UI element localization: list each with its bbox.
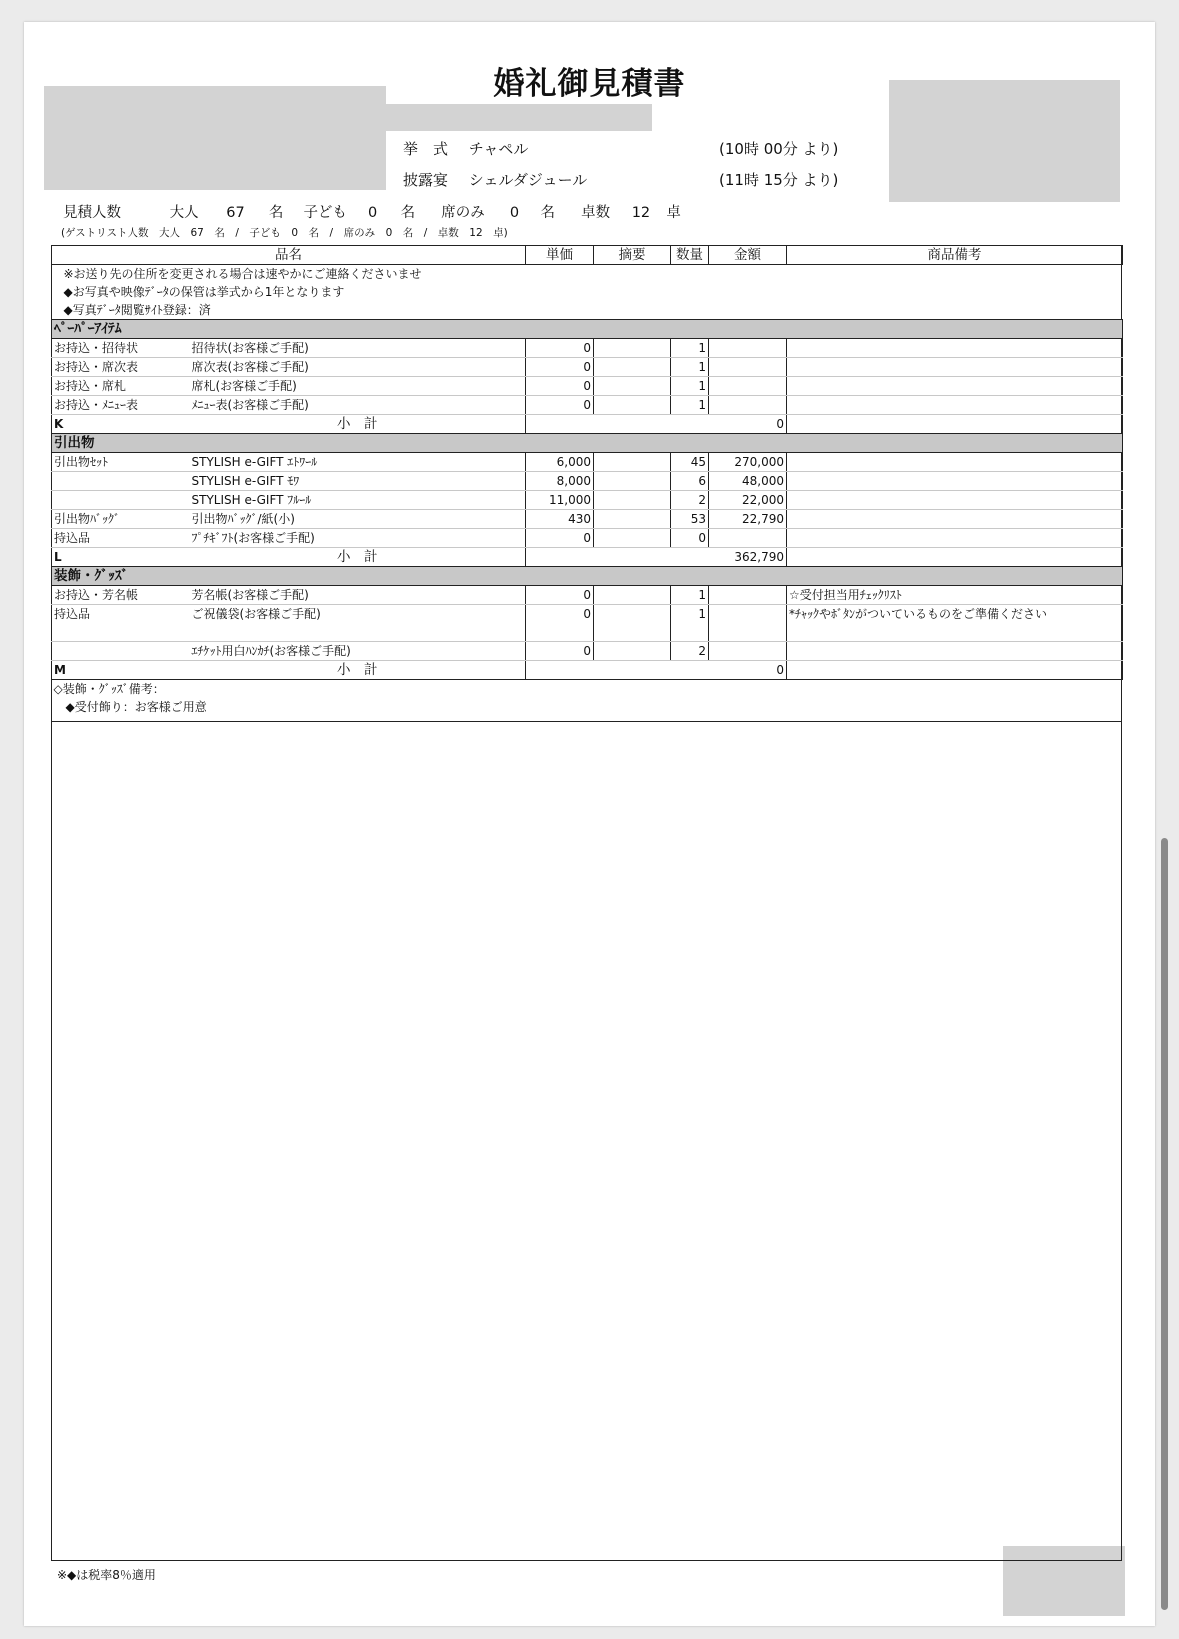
row-remark bbox=[787, 453, 1123, 472]
deco-remarks-title: ◇装飾・ｸﾞｯｽﾞ備考： bbox=[53, 682, 165, 696]
row-summary bbox=[594, 453, 671, 472]
row-name: ｴﾁｹｯﾄ用白ﾊﾝｶﾁ(お客様ご手配) bbox=[190, 642, 526, 661]
col-unit-price: 単価 bbox=[526, 246, 594, 265]
row-qty: 45 bbox=[671, 453, 709, 472]
subtotal-amount: 362,790 bbox=[526, 548, 787, 567]
row-remark bbox=[787, 642, 1123, 661]
row-price: 0 bbox=[526, 642, 594, 661]
table-row bbox=[52, 358, 1123, 377]
row-price: 430 bbox=[526, 510, 594, 529]
seat-count: 0 bbox=[509, 205, 520, 221]
row-qty: 1 bbox=[671, 358, 709, 377]
remarks-divider bbox=[51, 721, 1122, 722]
row-qty: 1 bbox=[671, 396, 709, 415]
subtotal-row bbox=[52, 415, 1123, 434]
row-amount bbox=[709, 642, 787, 661]
seat-label: 席のみ bbox=[441, 205, 485, 221]
row-price: 0 bbox=[526, 377, 594, 396]
row-price: 0 bbox=[526, 396, 594, 415]
row-amount bbox=[709, 529, 787, 548]
row-qty: 6 bbox=[671, 472, 709, 491]
section-header bbox=[52, 320, 1123, 339]
row-summary bbox=[594, 642, 671, 661]
row-name: 引出物ﾊﾞｯｸﾞ/紙(小) bbox=[190, 510, 526, 529]
row-price: 0 bbox=[526, 339, 594, 358]
subtotal-remark bbox=[787, 548, 1123, 567]
row-name: STYLISH e-GIFT ﾌﾙｰﾙ bbox=[190, 491, 526, 510]
row-remark bbox=[787, 396, 1123, 415]
table-row bbox=[52, 472, 1123, 491]
reception-label: 披露宴 bbox=[403, 171, 449, 189]
row-qty: 1 bbox=[671, 339, 709, 358]
section-title: 引出物 bbox=[52, 434, 1123, 453]
section-title: ﾍﾟｰﾊﾟｰｱｲﾃﾑ bbox=[52, 320, 1123, 339]
table-row bbox=[52, 510, 1123, 529]
row-remark bbox=[787, 358, 1123, 377]
adult-label: 大人 bbox=[169, 205, 199, 221]
row-amount: 48,000 bbox=[709, 472, 787, 491]
row-name: 芳名帳(お客様ご手配) bbox=[190, 586, 526, 605]
subtotal-code: M bbox=[52, 661, 190, 680]
row-summary bbox=[594, 396, 671, 415]
footnote: ※◆は税率8％適用 bbox=[57, 1568, 156, 1582]
table-label: 卓数 bbox=[581, 205, 611, 221]
document-title: 婚礼御見積書 bbox=[493, 66, 686, 102]
row-qty: 1 bbox=[671, 586, 709, 605]
row-amount: 270,000 bbox=[709, 453, 787, 472]
table-row bbox=[52, 586, 1123, 605]
row-summary bbox=[594, 586, 671, 605]
row-remark bbox=[787, 510, 1123, 529]
row-amount: 22,790 bbox=[709, 510, 787, 529]
row-summary bbox=[594, 605, 671, 642]
row-amount: 22,000 bbox=[709, 491, 787, 510]
row-amount bbox=[709, 396, 787, 415]
table-row bbox=[52, 377, 1123, 396]
row-qty: 2 bbox=[671, 642, 709, 661]
table-row bbox=[52, 453, 1123, 472]
row-name: 招待状(お客様ご手配) bbox=[190, 339, 526, 358]
deco-remarks-row bbox=[52, 680, 1123, 699]
row-name: STYLISH e-GIFT ｴﾄﾜｰﾙ bbox=[190, 453, 526, 472]
row-price: 6,000 bbox=[526, 453, 594, 472]
headcount-label: 見積人数 bbox=[63, 205, 121, 221]
note-text: ◆写真ﾃﾞｰﾀ閲覧ｻｲﾄ登録：済 bbox=[63, 303, 211, 317]
row-qty: 1 bbox=[671, 377, 709, 396]
estimate-table bbox=[51, 245, 1123, 716]
subtotal-label: 小 計 bbox=[190, 661, 526, 680]
table-header-row bbox=[52, 246, 1123, 265]
note-text: ※お送り先の住所を変更される場合は速やかにご連絡くださいませ bbox=[63, 267, 422, 281]
row-remark: ☆受付担当用ﾁｪｯｸﾘｽﾄ bbox=[787, 586, 1123, 605]
row-price: 0 bbox=[526, 605, 594, 642]
table-unit: 卓 bbox=[666, 205, 681, 221]
row-price: 8,000 bbox=[526, 472, 594, 491]
table-row bbox=[52, 339, 1123, 358]
row-summary bbox=[594, 472, 671, 491]
row-price: 0 bbox=[526, 529, 594, 548]
row-summary bbox=[594, 510, 671, 529]
guest-list-line: (ゲストリスト人数 大人 67 名 / 子ども 0 名 / 席のみ 0 名 / 卓数 12 卓) bbox=[61, 227, 508, 239]
seat-unit: 名 bbox=[540, 205, 555, 221]
row-amount bbox=[709, 358, 787, 377]
row-amount bbox=[709, 586, 787, 605]
row-qty: 2 bbox=[671, 491, 709, 510]
ceremony-row bbox=[403, 138, 528, 159]
subtotal-row bbox=[52, 661, 1123, 680]
row-summary bbox=[594, 358, 671, 377]
row-label: 持込品 bbox=[52, 605, 190, 642]
table-row bbox=[52, 396, 1123, 415]
row-price: 11,000 bbox=[526, 491, 594, 510]
adult-count: 67 bbox=[226, 205, 245, 221]
note-row bbox=[52, 283, 1123, 301]
row-summary bbox=[594, 529, 671, 548]
deco-remarks-item: ◆受付飾り：お客様ご用意 bbox=[65, 700, 207, 714]
reception-value: シェルダジュール bbox=[468, 171, 588, 189]
col-remarks: 商品備考 bbox=[787, 246, 1123, 265]
reception-time: (11時 15分 より) bbox=[719, 171, 839, 189]
row-name: ﾌﾟﾁｷﾞﾌﾄ(お客様ご手配) bbox=[190, 529, 526, 548]
row-label: お持込・芳名帳 bbox=[52, 586, 190, 605]
row-label: 引出物ｾｯﾄ bbox=[52, 453, 190, 472]
subtotal-amount: 0 bbox=[526, 661, 787, 680]
row-summary bbox=[594, 491, 671, 510]
section-header bbox=[52, 567, 1123, 586]
headcount-line bbox=[63, 201, 681, 222]
row-amount bbox=[709, 605, 787, 642]
row-price: 0 bbox=[526, 586, 594, 605]
row-name: ご祝儀袋(お客様ご手配) bbox=[190, 605, 526, 642]
row-summary bbox=[594, 339, 671, 358]
table-row bbox=[52, 491, 1123, 510]
note-row bbox=[52, 265, 1123, 284]
row-price: 0 bbox=[526, 358, 594, 377]
note-row bbox=[52, 301, 1123, 320]
table-row bbox=[52, 642, 1123, 661]
row-label: お持込・席札 bbox=[52, 377, 190, 396]
col-name: 品名 bbox=[52, 246, 526, 265]
child-unit: 名 bbox=[400, 205, 416, 221]
section-title: 装飾・ｸﾞｯｽﾞ bbox=[52, 567, 1123, 586]
scrollbar[interactable] bbox=[1161, 838, 1168, 1610]
col-amount: 金額 bbox=[709, 246, 787, 265]
row-remark bbox=[787, 339, 1123, 358]
subtotal-code: L bbox=[52, 548, 190, 567]
row-name: ﾒﾆｭｰ表(お客様ご手配) bbox=[190, 396, 526, 415]
row-label: お持込・ﾒﾆｭｰ表 bbox=[52, 396, 190, 415]
row-qty: 0 bbox=[671, 529, 709, 548]
row-name: STYLISH e-GIFT ﾓﾜ bbox=[190, 472, 526, 491]
child-count: 0 bbox=[368, 205, 378, 221]
row-label bbox=[52, 642, 190, 661]
row-remark: *ﾁｬｯｸやﾎﾞﾀﾝがついているものをご準備ください bbox=[787, 605, 1123, 642]
redacted-block bbox=[386, 104, 652, 131]
row-amount bbox=[709, 377, 787, 396]
table-row bbox=[52, 605, 1123, 642]
table-count: 12 bbox=[631, 205, 651, 221]
subtotal-amount: 0 bbox=[526, 415, 787, 434]
row-amount bbox=[709, 339, 787, 358]
row-label: 引出物ﾊﾞｯｸﾞ bbox=[52, 510, 190, 529]
table-row bbox=[52, 529, 1123, 548]
section-header bbox=[52, 434, 1123, 453]
col-summary: 摘要 bbox=[594, 246, 671, 265]
subtotal-code: K bbox=[52, 415, 190, 434]
reception-row bbox=[403, 169, 587, 190]
row-qty: 53 bbox=[671, 510, 709, 529]
row-remark bbox=[787, 491, 1123, 510]
row-name: 席札(お客様ご手配) bbox=[190, 377, 526, 396]
row-remark bbox=[787, 472, 1123, 491]
subtotal-label: 小 計 bbox=[190, 415, 526, 434]
col-qty: 数量 bbox=[671, 246, 709, 265]
row-label: お持込・招待状 bbox=[52, 339, 190, 358]
ceremony-label: 挙 式 bbox=[403, 140, 449, 158]
row-label: 持込品 bbox=[52, 529, 190, 548]
deco-remarks-row bbox=[52, 698, 1123, 716]
row-label: お持込・席次表 bbox=[52, 358, 190, 377]
subtotal-label: 小 計 bbox=[190, 548, 526, 567]
subtotal-remark bbox=[787, 415, 1123, 434]
child-label: 子ども bbox=[303, 205, 347, 221]
row-name: 席次表(お客様ご手配) bbox=[190, 358, 526, 377]
row-remark bbox=[787, 377, 1123, 396]
row-summary bbox=[594, 377, 671, 396]
ceremony-time: (10時 00分 より) bbox=[719, 140, 839, 158]
row-label bbox=[52, 472, 190, 491]
row-label bbox=[52, 491, 190, 510]
row-qty: 1 bbox=[671, 605, 709, 642]
subtotal-remark bbox=[787, 661, 1123, 680]
row-remark bbox=[787, 529, 1123, 548]
ceremony-value: チャペル bbox=[468, 140, 529, 158]
note-text: ◆お写真や映像ﾃﾞｰﾀの保管は挙式から1年となります bbox=[63, 285, 345, 299]
subtotal-row bbox=[52, 548, 1123, 567]
adult-unit: 名 bbox=[268, 205, 284, 221]
